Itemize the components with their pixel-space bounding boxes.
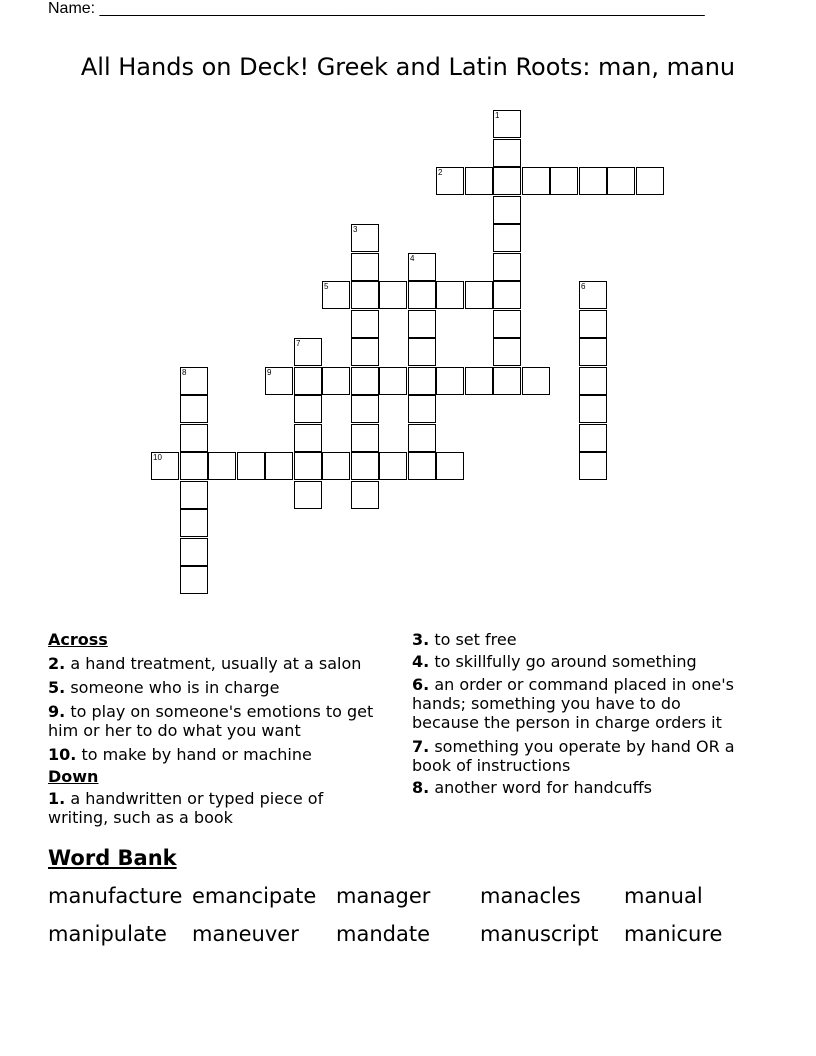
crossword-cell[interactable] [493,196,521,224]
crossword-cell[interactable] [579,310,607,338]
crossword-cell[interactable] [351,395,379,423]
word-bank-item: maneuver [192,922,299,946]
crossword-cell[interactable] [493,281,521,309]
crossword-cell[interactable] [522,167,550,195]
crossword-cell[interactable] [579,452,607,480]
clue-across-9 [48,702,393,740]
clue-across-2 [48,654,393,673]
crossword-cell[interactable] [436,281,464,309]
crossword-cell[interactable] [493,139,521,167]
page-title: All Hands on Deck! Greek and Latin Roots: man, manu [80,53,736,81]
crossword-cell[interactable] [493,167,521,195]
cell-number: 2 [438,168,443,177]
cell-number: 6 [581,282,586,291]
crossword-cell[interactable] [465,367,493,395]
word-bank-item: manicure [624,922,723,946]
clue-text: a hand treatment, usually at a salon [70,654,362,673]
crossword-cell[interactable] [579,367,607,395]
clue-across-10 [48,745,393,764]
crossword-cell[interactable] [237,452,265,480]
word-bank-item: manager [336,884,431,908]
word-bank-item: mandate [336,922,430,946]
crossword-cell[interactable] [322,367,350,395]
clue-number: 3. [412,630,430,649]
crossword-cell[interactable] [180,452,208,480]
crossword-cell[interactable] [408,253,436,281]
crossword-cell[interactable] [294,367,322,395]
crossword-cell[interactable] [351,424,379,452]
cell-number: 4 [410,254,415,263]
cell-number: 7 [296,339,301,348]
crossword-cell[interactable] [493,224,521,252]
crossword-cell[interactable] [579,281,607,309]
clue-number: 5. [48,678,66,697]
crossword-cell[interactable] [408,395,436,423]
clue-down-4 [412,652,747,671]
crossword-cell[interactable] [294,481,322,509]
crossword-cell[interactable] [294,452,322,480]
clues-right-column [412,630,747,802]
word-bank-item: manacles [480,884,581,908]
word-bank-heading: Word Bank [48,846,177,870]
crossword-cell[interactable] [294,338,322,366]
cell-number: 5 [324,282,329,291]
crossword-cell[interactable] [379,367,407,395]
clues-left-column [48,630,393,832]
crossword-cell[interactable] [180,481,208,509]
clue-number: 6. [412,675,430,694]
word-bank-item: manual [624,884,703,908]
crossword-cell[interactable] [408,452,436,480]
crossword-cell[interactable] [408,310,436,338]
crossword-cell[interactable] [208,452,236,480]
crossword-cell[interactable] [493,310,521,338]
crossword-cell[interactable] [636,167,664,195]
clue-number: 8. [412,778,430,797]
word-bank-item: manufacture [48,884,183,908]
crossword-cell[interactable] [180,424,208,452]
clue-text: something you operate by hand OR a book of instructions [412,737,735,775]
crossword-cell[interactable] [550,167,578,195]
word-bank-item: manuscript [480,922,599,946]
crossword-cell[interactable] [408,281,436,309]
crossword-cell[interactable] [465,167,493,195]
word-bank-item: manipulate [48,922,167,946]
clue-number: 2. [48,654,66,673]
crossword-cell[interactable] [294,424,322,452]
crossword-cell[interactable] [265,367,293,395]
crossword-cell[interactable] [436,167,464,195]
name-field-label: Name: ____________________________________________________________________ [48,0,705,17]
crossword-cell[interactable] [379,281,407,309]
crossword-cell[interactable] [522,367,550,395]
crossword-cell[interactable] [180,367,208,395]
crossword-cell[interactable] [151,452,179,480]
crossword-cell[interactable] [493,110,521,138]
clue-text: someone who is in charge [70,678,280,697]
crossword-cell[interactable] [379,452,407,480]
crossword-cell[interactable] [579,424,607,452]
clue-down-3 [412,630,747,649]
clue-number: 10. [48,745,77,764]
cell-number: 10 [153,453,162,462]
crossword-cell[interactable] [579,395,607,423]
clue-text: to play on someone's emotions to get him or her to do what you want [48,702,374,740]
clue-text: to skillfully go around something [434,652,697,671]
cell-number: 8 [182,368,187,377]
crossword-cell[interactable] [322,281,350,309]
crossword-cell[interactable] [579,167,607,195]
cell-number: 3 [353,225,358,234]
clue-down-7 [412,737,742,775]
clue-number: 7. [412,737,430,756]
cell-number: 1 [495,111,500,120]
clue-down-1 [48,789,358,827]
crossword-cell[interactable] [294,395,322,423]
across-heading: Across [48,630,108,649]
down-heading: Down [48,767,99,786]
crossword-cell[interactable] [351,253,379,281]
crossword-cell[interactable] [493,253,521,281]
clue-text: an order or command placed in one's hands; something you have to do because the person in charge orders it [412,675,734,732]
crossword-cell[interactable] [180,509,208,537]
crossword-cell[interactable] [408,424,436,452]
crossword-cell[interactable] [408,338,436,366]
clue-across-5 [48,678,393,697]
crossword-cell[interactable] [351,281,379,309]
crossword-cell[interactable] [465,281,493,309]
clue-down-8 [412,778,747,797]
word-bank-item: emancipate [192,884,317,908]
crossword-cell[interactable] [180,395,208,423]
crossword-cell[interactable] [579,338,607,366]
clue-text: a handwritten or typed piece of writing, such as a book [48,789,324,827]
clue-text: to make by hand or machine [81,745,312,764]
crossword-cell[interactable] [351,224,379,252]
clue-down-6 [412,675,747,732]
clue-number: 9. [48,702,66,721]
crossword-cell[interactable] [351,367,379,395]
crossword-cell[interactable] [351,452,379,480]
clue-text: another word for handcuffs [434,778,653,797]
crossword-cell[interactable] [265,452,293,480]
crossword-cell[interactable] [493,367,521,395]
crossword-cell[interactable] [351,481,379,509]
crossword-cell[interactable] [180,566,208,594]
crossword-cell[interactable] [351,338,379,366]
crossword-cell[interactable] [607,167,635,195]
crossword-cell[interactable] [436,452,464,480]
crossword-cell[interactable] [180,538,208,566]
crossword-cell[interactable] [408,367,436,395]
clue-text: to set free [434,630,517,649]
crossword-cell[interactable] [493,338,521,366]
cell-number: 9 [267,368,272,377]
crossword-cell[interactable] [436,367,464,395]
crossword-cell[interactable] [351,310,379,338]
clue-number: 1. [48,789,66,808]
clue-number: 4. [412,652,430,671]
crossword-cell[interactable] [322,452,350,480]
